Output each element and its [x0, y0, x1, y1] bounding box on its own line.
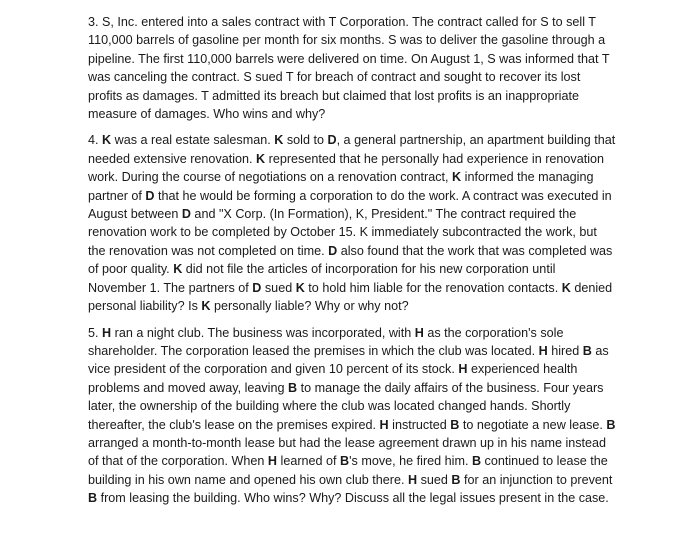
bold-party-name: H [407, 472, 418, 487]
bold-party-name: D [181, 207, 191, 222]
bold-party-name: K [295, 280, 305, 295]
text-run: 's move, he fired him. [349, 454, 472, 469]
bold-party-name: B [451, 472, 461, 487]
bold-party-name: B [287, 380, 298, 395]
bold-party-name: H [379, 417, 389, 432]
text-run: informed the managing partner of [88, 170, 594, 203]
text-run: arranged a month-to-month lease but had the lease agreement drawn up in his name instead of that of the corporation. When [88, 435, 607, 469]
bold-party-name: K [256, 151, 266, 166]
bold-party-name: D [327, 133, 337, 148]
bold-party-name: K [274, 133, 284, 148]
text-run: for an injunction to prevent [460, 472, 613, 487]
question-4 [88, 131, 616, 315]
bold-party-name: B [340, 454, 350, 469]
text-run: hired [547, 343, 583, 358]
question-3 [88, 13, 616, 123]
text-run: denied personal liability? Is [88, 280, 613, 314]
bold-party-name: B [606, 417, 616, 432]
question-5 [88, 324, 616, 508]
text-run: to hold him liable for the renovation contacts. [304, 280, 562, 295]
text-run: , a general partnership, an apartment building that needed extensive renovation. [88, 133, 616, 166]
bold-party-name: K [452, 170, 462, 185]
bold-party-name: H [414, 325, 424, 340]
text-run: sold to [283, 133, 328, 148]
text-run: instructed [388, 417, 451, 432]
text-run: experienced health problems and moved away, leaving [88, 362, 578, 395]
text-run: sued [261, 280, 296, 295]
text-run: represented that he personally had experience in renovation work. During the course of negotiations on a renovation contract, [88, 151, 605, 185]
bold-party-name: B [88, 491, 98, 506]
question-number: 5. [88, 325, 99, 340]
text-run: to manage the daily affairs of the business. Four years later, the ownership of the building where the club was located changed hands. Shortly thereafter, the club's lease on the premises expired. [88, 380, 604, 432]
text-run: also found that the work that was completed was of poor quality. [88, 243, 613, 277]
question-body [88, 326, 616, 506]
text-run: did not file the articles of incorporation for his new corporation until November 1. The partners of [88, 262, 556, 295]
text-run: and "X Corp. (In Formation), K, President." The contract required the renovation work to be completed by October 15. K immediately subcontracted the work, but the renovation was not completed on time. [88, 207, 597, 258]
text-run: S, Inc. entered into a sales contract with T Corporation. The contract called for S to sell T 110,000 barrels of gasoline per month for six months. S was to deliver the gasoline through a pipeline. The first 110,000 barrels were delivered on time. On August 1, S was informed that T was canceling the contract. S sued T for breach of contract and sought to recover its lost profits as damages. T admitted its breach but claimed that lost profits is an inappropriate measure of damages. Who wins and why? [88, 15, 610, 122]
text-run: ran a night club. The business was incorporated, with [111, 325, 415, 340]
text-run: learned of [277, 454, 341, 469]
bold-party-name: H [267, 454, 278, 469]
text-run: continued to lease the building in his own name and opened his own club there. [88, 454, 608, 487]
bold-party-name: H [458, 362, 468, 377]
bold-party-name: H [538, 343, 548, 358]
question-body [88, 15, 609, 121]
bold-party-name: B [450, 417, 460, 432]
text-run: personally liable? Why or why not? [210, 299, 409, 314]
question-number: 3. [88, 15, 99, 29]
bold-party-name: H [102, 325, 112, 340]
question-body [88, 133, 615, 313]
text-run: from leasing the building. Who wins? Why? Discuss all the legal issues present in the case. [97, 491, 609, 506]
text-run: was a real estate salesman. [111, 133, 275, 148]
bold-party-name: K [561, 280, 571, 295]
bold-party-name: K [173, 262, 183, 277]
text-run: to negotiate a new lease. [459, 417, 607, 432]
question-number: 4. [88, 133, 99, 148]
bold-party-name: D [145, 188, 155, 203]
bold-party-name: B [582, 343, 592, 358]
bold-party-name: D [328, 243, 338, 258]
bold-party-name: K [102, 133, 112, 148]
bold-party-name: B [471, 454, 482, 469]
text-run: as vice president of the corporation and given 10 percent of its stock. [88, 343, 609, 377]
document-page [88, 13, 616, 516]
text-run: as the corporation's sole shareholder. The corporation leased the premises in which the club was located. [88, 325, 564, 358]
bold-party-name: D [252, 280, 262, 295]
text-run: that he would be forming a corporation to do the work. A contract was executed in August between [88, 188, 612, 222]
bold-party-name: K [201, 299, 211, 314]
text-run: sued [417, 472, 452, 487]
